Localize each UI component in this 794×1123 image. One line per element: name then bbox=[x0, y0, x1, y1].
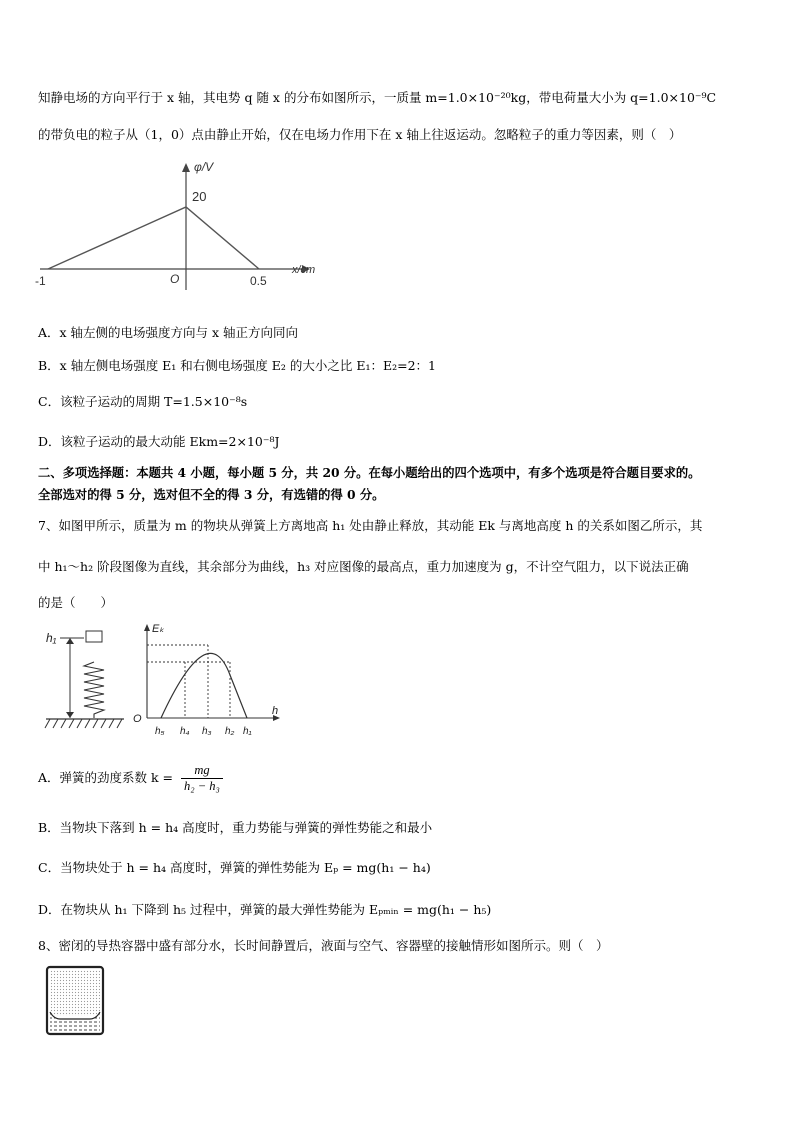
q7-block bbox=[86, 631, 102, 642]
q7-option-a-prefix: A．弹簧的劲度系数 k = bbox=[38, 770, 174, 785]
q6-y-axis-label: φ/V bbox=[194, 160, 214, 174]
q7-stem-line1: 7、如图甲所示，质量为 m 的物块从弹簧上方离地高 h₁ 处由静止释放，其动能 Ek 与离地高度 h 的关系如图乙所示，其 bbox=[38, 518, 703, 533]
q8-container-figure bbox=[44, 964, 106, 1038]
q7-h1-label: h₁ bbox=[46, 631, 57, 645]
q7-ek-curve bbox=[161, 653, 247, 718]
q6-potential-graph bbox=[30, 155, 320, 295]
q7-option-a bbox=[38, 763, 223, 794]
q6-option-a: A．x 轴左侧的电场强度方向与 x 轴正方向同向 bbox=[38, 325, 299, 340]
q7-stem-line2: 中 h₁～h₂ 阶段图像为直线，其余部分为曲线，h₃ 对应图像的最高点，重力加速度为 g，不计空气阻力，以下说法正确 bbox=[38, 559, 689, 574]
q7-tick-h5: h₅ bbox=[155, 726, 165, 737]
q8-stem: 8、密闭的导热容器中盛有部分水，长时间静置后，液面与空气、容器壁的接触情形如图所示。则（ ） bbox=[38, 938, 609, 953]
q7-spring-figure bbox=[40, 622, 130, 734]
q6-option-d: D．该粒子运动的最大动能 Ekm=2×10⁻⁸J bbox=[38, 434, 280, 449]
q7-origin-label: O bbox=[133, 713, 142, 725]
q7-tick-h4: h₄ bbox=[180, 726, 190, 737]
q7-option-d: D．在物块从 h₁ 下降到 h₅ 过程中，弹簧的最大弹性势能为 Eₚₘᵢₙ = mg(h₁ − h₅) bbox=[38, 902, 492, 917]
q7-spring bbox=[84, 662, 104, 718]
q7-tick-h2: h₂ bbox=[225, 726, 235, 737]
q6-peak-label: 20 bbox=[192, 189, 207, 204]
q7-option-b: B．当物块下落到 h = h₄ 高度时，重力势能与弹簧的弹性势能之和最小 bbox=[38, 820, 433, 835]
q6-right-tick: 0.5 bbox=[250, 274, 267, 288]
q7-fraction-numerator: mg bbox=[181, 763, 223, 779]
q6-stem-line2: 的带负电的粒子从（1，0）点由静止开始，仅在电场力作用下在 x 轴上往返运动。忽略粒子的重力等因素，则（ ） bbox=[38, 127, 682, 142]
q7-stem-line3: 的是（ ） bbox=[38, 595, 114, 610]
q6-left-tick: -1 bbox=[35, 274, 46, 288]
q8-air-region bbox=[50, 970, 100, 1016]
q7-fraction-denominator: h₂ − h₃ bbox=[184, 779, 220, 793]
q6-option-b: B．x 轴左侧电场强度 E₁ 和右侧电场强度 E₂ 的大小之比 E₁：E₂=2：1 bbox=[38, 358, 436, 373]
q7-tick-h3: h₃ bbox=[202, 726, 212, 737]
q7-option-a-fraction bbox=[181, 763, 223, 794]
q7-tick-h1: h₁ bbox=[243, 726, 252, 737]
q6-option-c: C．该粒子运动的周期 T=1.5×10⁻⁸s bbox=[38, 394, 248, 409]
q7-x-label: h bbox=[272, 705, 279, 717]
q7-ek-graph bbox=[130, 618, 285, 740]
q6-y-axis-arrow bbox=[182, 163, 190, 172]
section2-line2: 全部选对的得 5 分，选对但不全的得 3 分，有选错的得 0 分。 bbox=[38, 487, 385, 502]
section2-line1: 二、多项选择题：本题共 4 小题，每小题 5 分，共 20 分。在每小题给出的四个选项中，有多个选项是符合题目要求的。 bbox=[38, 465, 701, 480]
q6-x-axis-label: x/cm bbox=[292, 264, 316, 276]
q6-origin-label: O bbox=[170, 272, 180, 286]
q6-stem-line1: 知静电场的方向平行于 x 轴，其电势 q 随 x 的分布如图所示，一质量 m=1.0×10⁻²⁰kg，带电荷量大小为 q=1.0×10⁻⁹C bbox=[38, 90, 717, 105]
q7-y-label: Eₖ bbox=[152, 623, 165, 635]
q7-option-c: C．当物块处于 h = h₄ 高度时，弹簧的弹性势能为 Eₚ = mg(h₁ − h₄) bbox=[38, 860, 431, 875]
q6-potential-line bbox=[48, 207, 259, 269]
